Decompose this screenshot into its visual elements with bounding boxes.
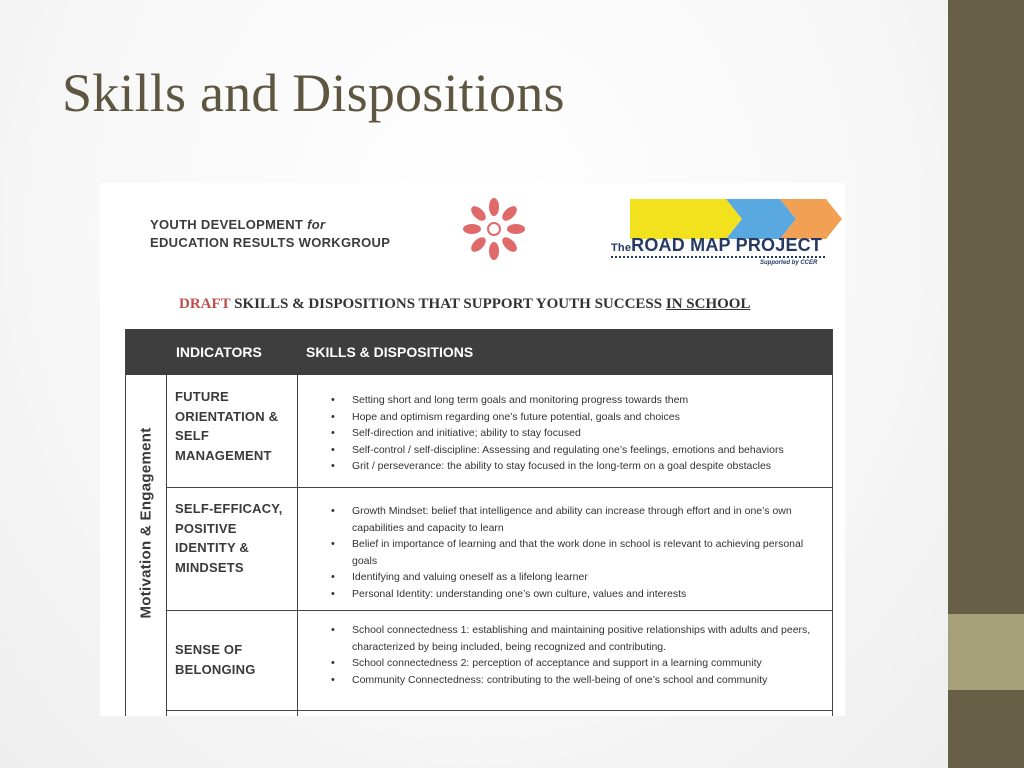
list-item: • Community Connectedness: contributing to the well-being of one’s school and community <box>331 672 823 689</box>
table-row-divider <box>166 610 832 611</box>
workgroup-for: for <box>307 217 326 232</box>
workgroup-line1: YOUTH DEVELOPMENT <box>150 217 304 232</box>
roadmap-the: The <box>611 242 632 254</box>
slide-title: Skills and Dispositions <box>62 63 565 123</box>
skills-list-future-orientation <box>331 392 823 475</box>
heading-main: SKILLS & DISPOSITIONS THAT SUPPORT YOUTH SUCCESS <box>234 296 663 312</box>
list-item: • Identifying and valuing oneself as a lifelong learner <box>331 569 823 586</box>
skills-list-self-efficacy <box>331 503 823 602</box>
skills-list-sense-of-belonging <box>331 622 823 688</box>
table-divider <box>297 375 298 716</box>
heading-in-school: IN SCHOOL <box>665 296 751 312</box>
roadmap-name: ROAD MAP PROJECT <box>631 235 823 255</box>
list-item: • Self-control / self-discipline: Assessing and regulating one’s feelings, emotions and behaviors <box>331 442 823 459</box>
skills-table <box>125 329 833 716</box>
workgroup-line2: EDUCATION RESULTS WORKGROUP <box>150 235 391 250</box>
list-item: • Growth Mindset: belief that intelligence and ability can increase through effort and in one’s own capabilities and capacity to learn <box>331 503 823 536</box>
indicator-self-efficacy: SELF-EFFICACY, POSITIVE IDENTITY & MINDSETS <box>175 501 283 575</box>
list-item: • Personal Identity: understanding one’s own culture, values and interests <box>331 586 823 603</box>
workgroup-logo-icon <box>462 197 526 261</box>
roadmap-supported-by: Supported by CCER <box>760 260 818 266</box>
list-item: • Setting short and long term goals and monitoring progress towards them <box>331 392 823 409</box>
list-item: • Self-direction and initiative; ability to stay focused <box>331 425 823 442</box>
header-indicators: INDICATORS <box>176 344 262 360</box>
roadmap-arrows-icon <box>630 199 842 239</box>
table-header <box>126 329 832 375</box>
list-item: • Grit / perseverance: the ability to stay focused in the long-term on a goal despite obstacles <box>331 458 823 475</box>
list-item: • Hope and optimism regarding one’s future potential, goals and choices <box>331 409 823 426</box>
indicator-sense-of-belonging: SENSE OF BELONGING <box>175 642 256 677</box>
heading-draft: DRAFT <box>179 296 231 312</box>
table-row-divider <box>166 487 832 488</box>
scanned-document <box>100 183 845 716</box>
table-divider <box>166 375 167 716</box>
roadmap-dotted-rule <box>611 256 825 258</box>
section-label-motivation: Motivation & Engagement <box>137 427 155 619</box>
indicator-future-orientation: FUTURE ORIENTATION & SELF MANAGEMENT <box>175 389 279 463</box>
list-item: • School connectedness 2: perception of acceptance and support in a learning community <box>331 655 823 672</box>
table-row-divider <box>166 710 832 711</box>
slide-sidebar-accent <box>948 614 1024 690</box>
list-item: • Belief in importance of learning and that the work done in school is relevant to achieving personal goals <box>331 536 823 569</box>
list-item: • School connectedness 1: establishing and maintaining positive relationships with adults and peers, characterized by being included, being recognized and contributing. <box>331 622 823 655</box>
roadmap-logo-text <box>611 235 822 256</box>
document-heading <box>179 296 750 313</box>
workgroup-name <box>150 216 390 252</box>
header-skills: SKILLS & DISPOSITIONS <box>306 344 474 360</box>
